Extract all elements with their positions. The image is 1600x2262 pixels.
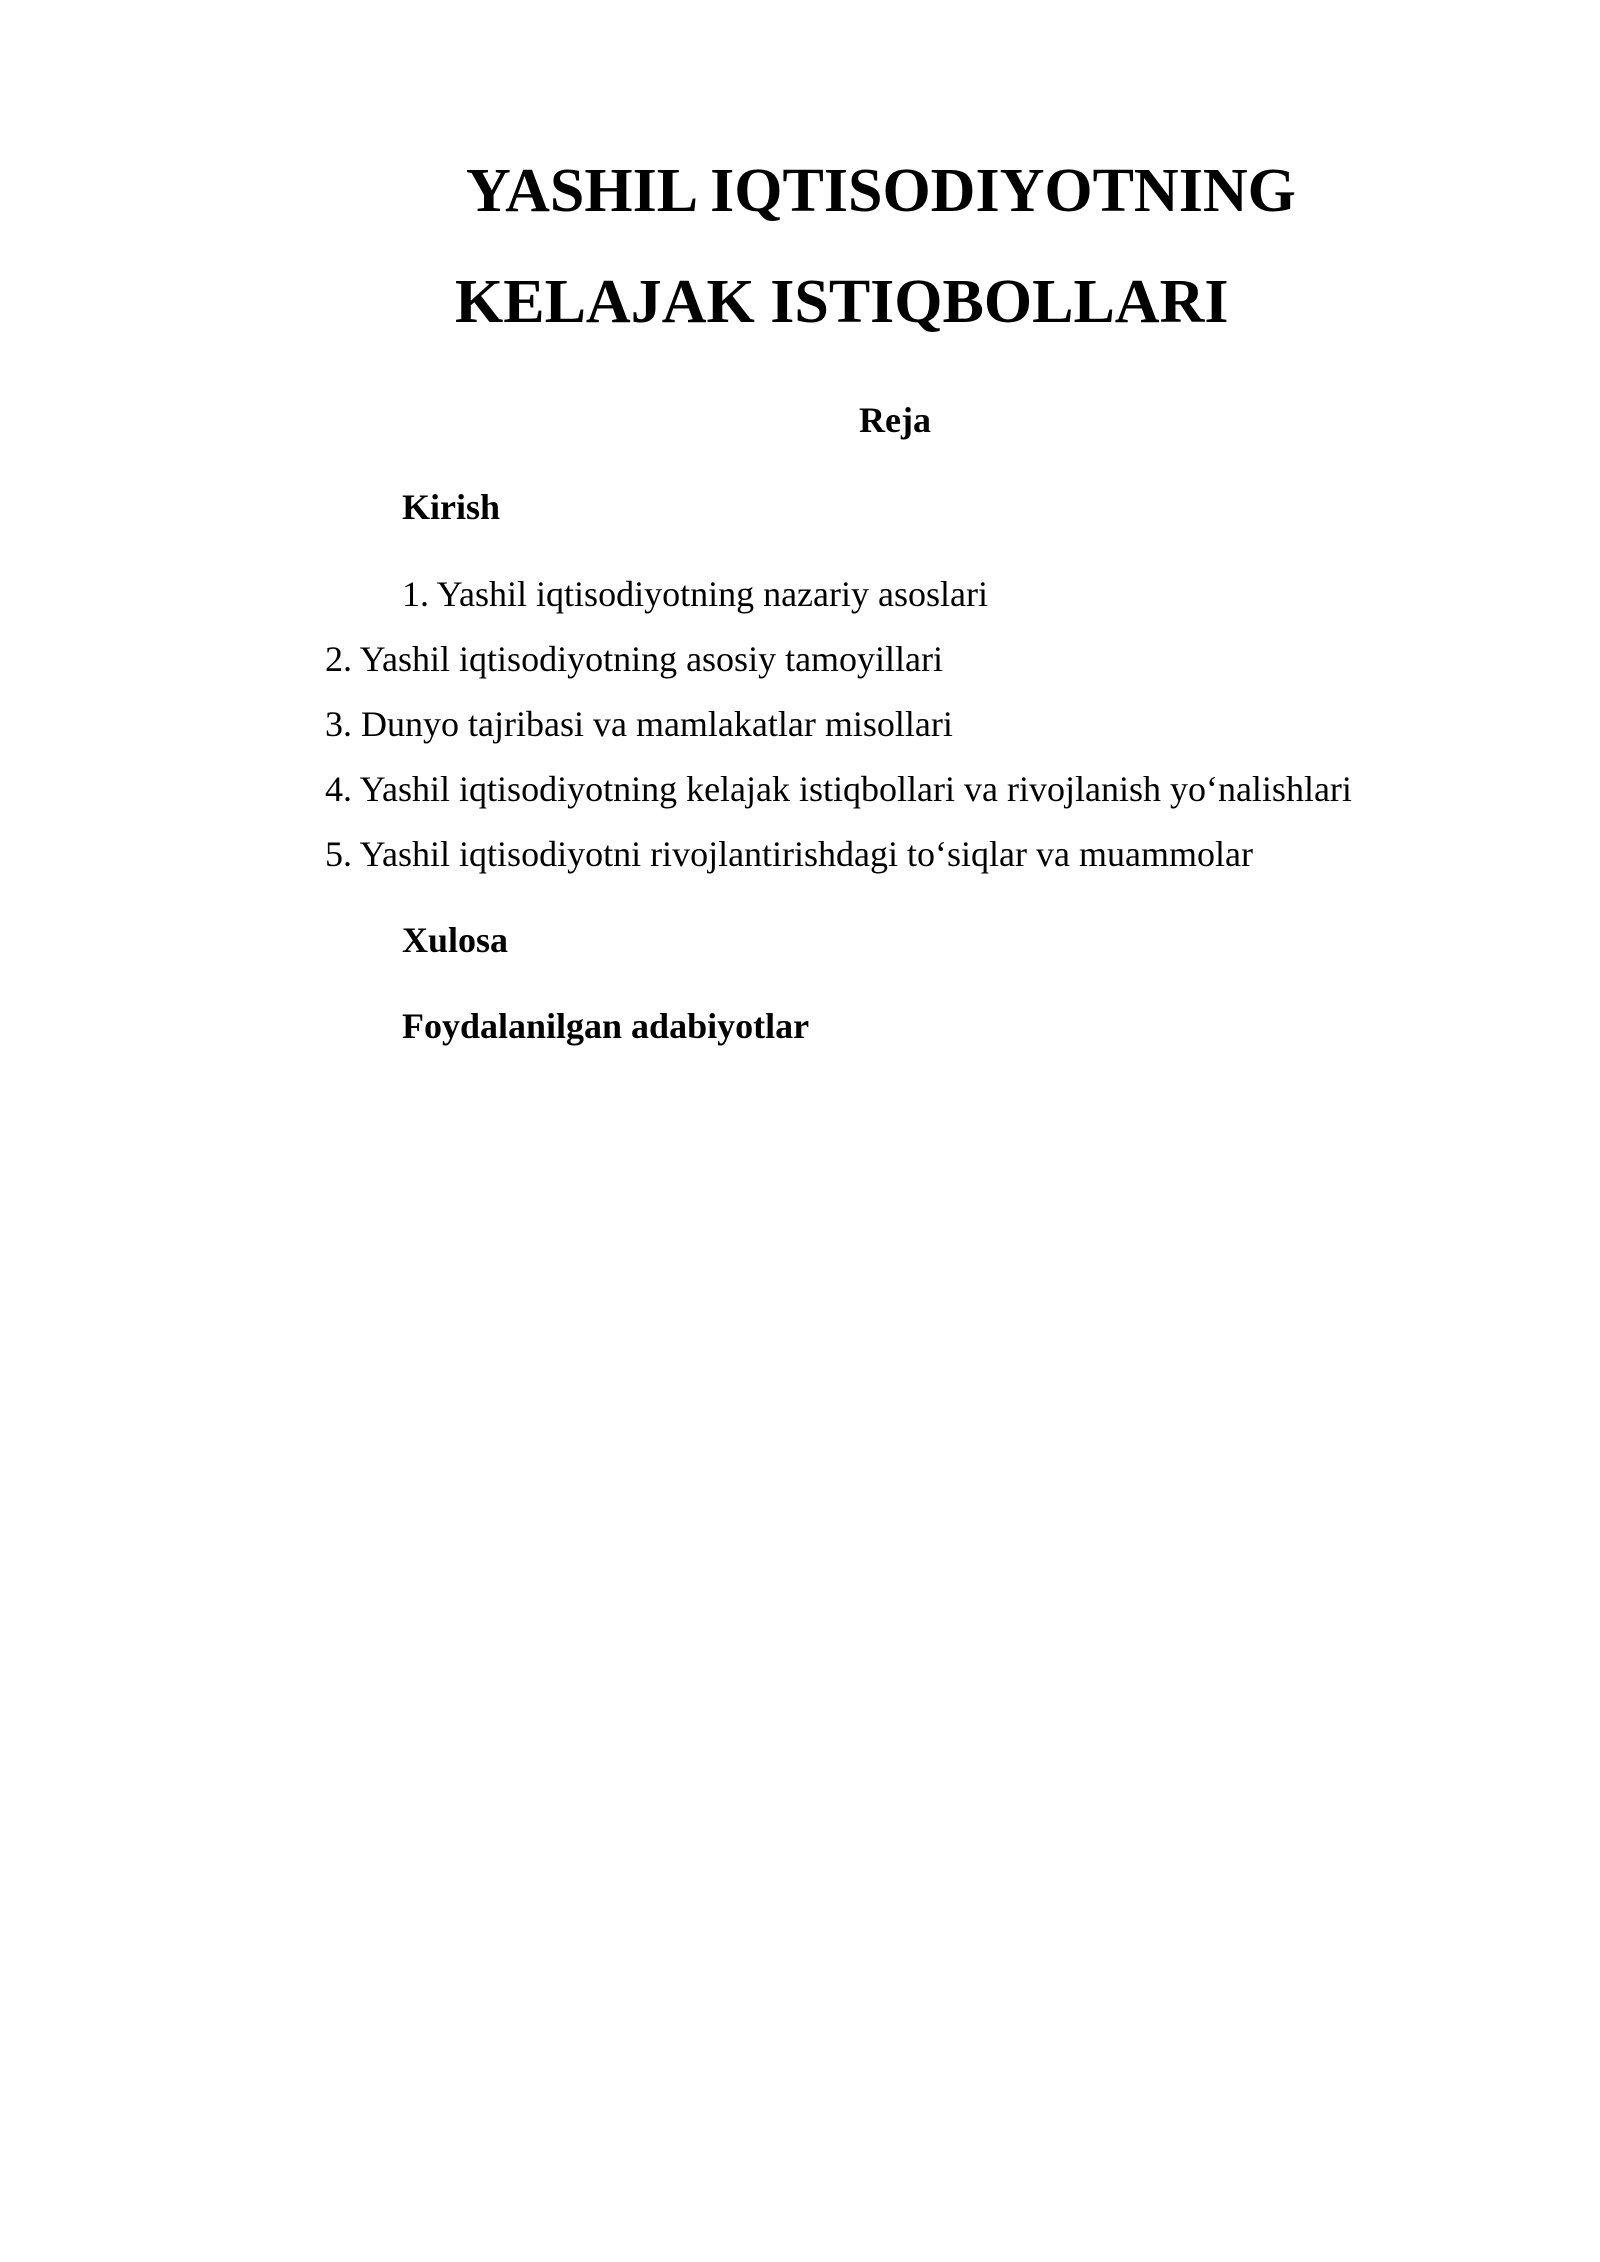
toc-item: 1. Yashil iqtisodiyotning nazariy asoslari: [402, 574, 988, 614]
document-title-line-2: KELAJAK ISTIQBOLLARI: [455, 268, 1229, 336]
toc-item: 2. Yashil iqtisodiyotning asosiy tamoyillari: [325, 639, 944, 679]
conclusion-heading: Xulosa: [402, 920, 509, 960]
document-title-line-1: YASHIL IQTISODIYOTNING: [466, 157, 1296, 225]
toc-item: 5. Yashil iqtisodiyotni rivojlantirishdagi to‘siqlar va muammolar: [325, 834, 1253, 874]
intro-heading: Kirish: [402, 487, 501, 527]
references-heading: Foydalanilgan adabiyotlar: [402, 1006, 810, 1046]
toc-item: 3. Dunyo tajribasi va mamlakatlar misollari: [325, 704, 953, 744]
plan-heading: Reja: [859, 400, 931, 440]
toc-item: 4. Yashil iqtisodiyotning kelajak istiqbollari va rivojlanish yo‘nalishlari: [325, 769, 1352, 809]
